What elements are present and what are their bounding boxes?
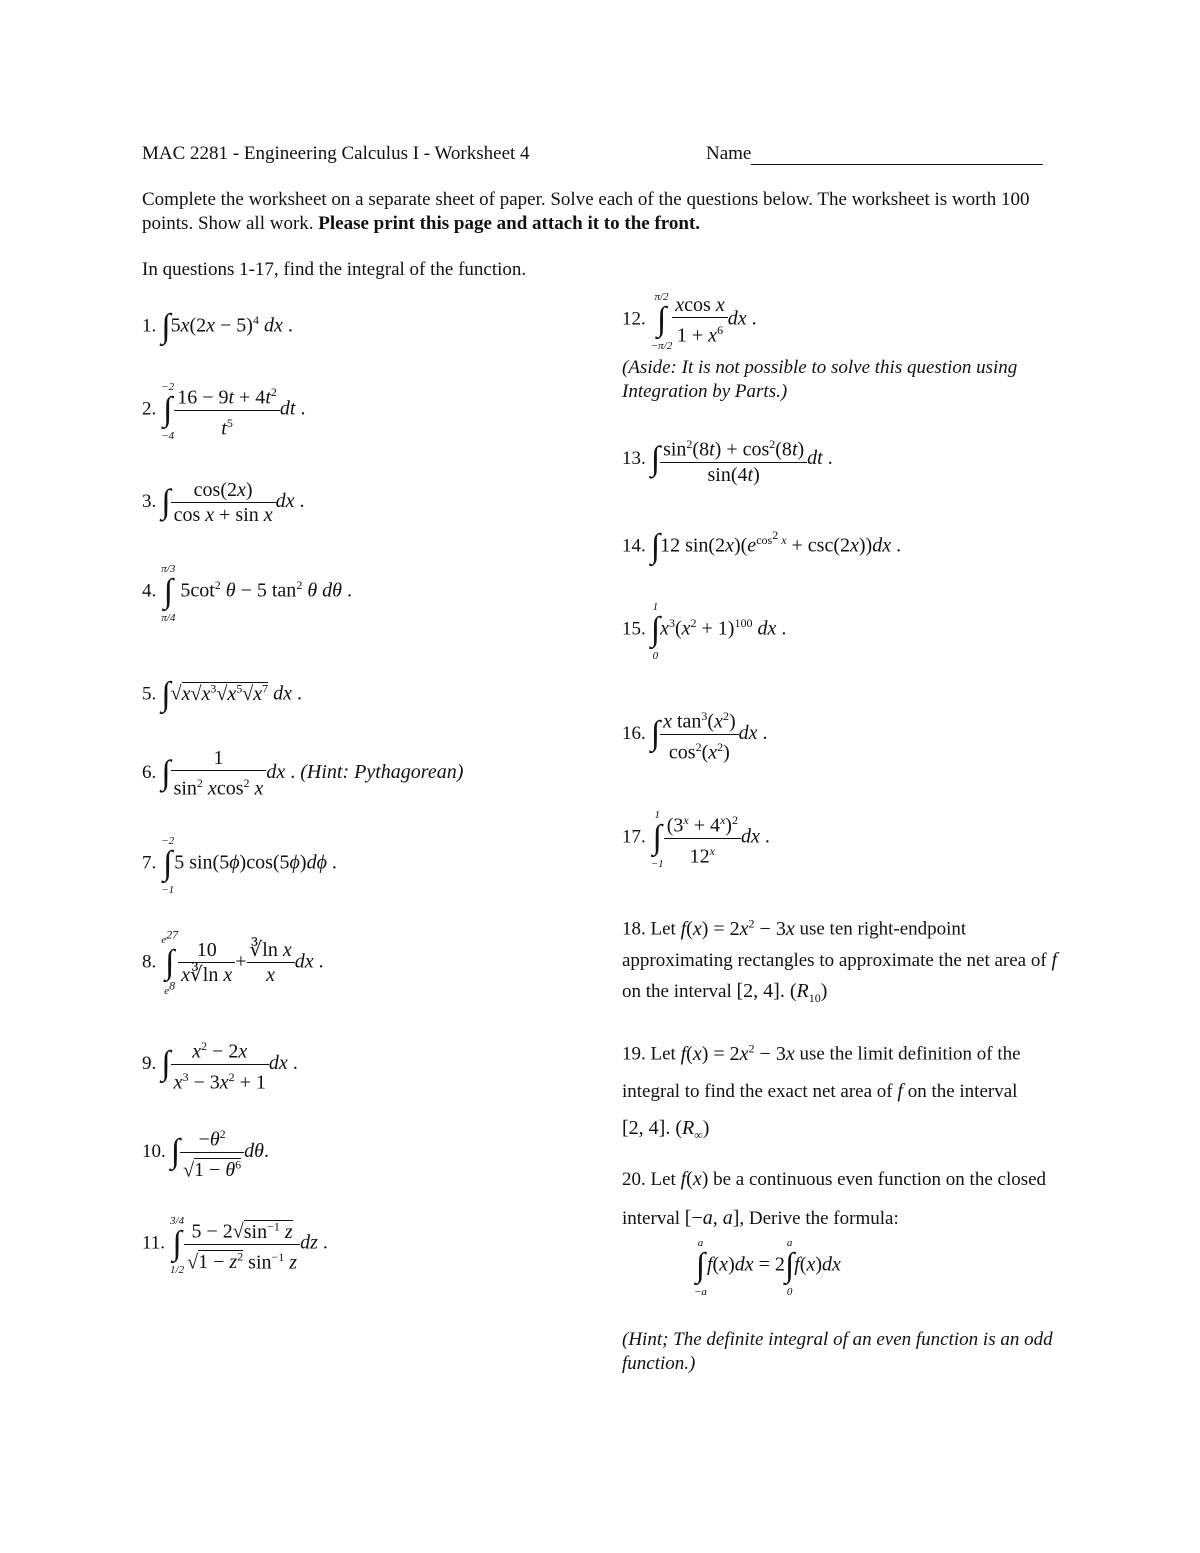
- question-20: 20. Let f(x) be a continuous even function on the closed interval [−a, a], Derive the formula:: [622, 1168, 1047, 1229]
- question-11: 11. 3/4 ∫ 1/2 $\frac{5 - 2√\sin^{-1} z}{√1 - z^2 \sin^{-1} z}$ dz .: [142, 1215, 328, 1276]
- question-7: 7. −2 ∫ −15 sin(5ϕ)cos(5ϕ)dϕ .: [142, 835, 337, 896]
- q20-body: be a continuous even function on the closed interval: [622, 1169, 1047, 1229]
- instruction: In questions 1-17, find the integral of the function.: [142, 259, 527, 280]
- question-13: 13. ∫ $\frac{\sin^2(8t) + \cos^2(8t)}{\sin(4t)}$ dt .: [622, 432, 833, 487]
- q2-number: 2.: [142, 398, 157, 420]
- question-1: 1. $\int 5x(2x - 5)^4$ dx .: [142, 308, 293, 345]
- name-field: [706, 143, 1043, 165]
- question-9: 9. ∫ $\frac{x^2 - 2x}{x^3 - 3x^2 + 1}$ dx .: [142, 1034, 298, 1094]
- question-19: 19. Let $f(x) = 2x^2 - 3x$ use the limit definition of the integral to find the exact net area of f on the interval [2, 4]. $(R_\infty)$: [622, 1041, 1021, 1142]
- intro-text: Complete the worksheet on a separate sheet of paper. Solve each of the questions below. The worksheet is worth 100 points. Show all work.: [142, 189, 1030, 234]
- q13-number: 13.: [622, 447, 646, 469]
- question-17: 17. 1 ∫ −1 $\frac{(3^x + 4^x)^2}{12^x}$ dx .: [622, 809, 770, 870]
- q20-tail: , Derive the formula:: [739, 1208, 899, 1229]
- q15-number: 15.: [622, 618, 646, 640]
- q10-number: 10.: [142, 1140, 166, 1162]
- q9-number: 9.: [142, 1052, 157, 1074]
- q18-lead: 18. Let: [622, 918, 676, 940]
- question-8: 8. $e^{27}$ ∫ $e^8$ $\frac{10}{\text{x∛ln x}}$ + $\frac{\text{∛ln x}}{x}$ dx .: [142, 927, 324, 998]
- question-6: 6. ∫ $\frac{1}{\sin^2 xcos^2 x}$ dx . (Hint: Pythagorean): [142, 747, 464, 800]
- question-4: 4. π/3 ∫ π/4 $5\cot^2$ θ − 5 $\tan^2 \theta$ dθ .: [142, 563, 352, 624]
- q12-aside: (Aside: It is not possible to solve this question using Integration by Parts.): [622, 357, 1018, 402]
- question-10: 10. ∫ $\frac{-\theta^2}{√1 - \theta^6}$ dθ.: [142, 1122, 269, 1182]
- question-15: 15. 1 ∫ $0x^3(x^2 + 1)^{100}$ dx .: [622, 601, 787, 662]
- question-14: 14. ∫12 $\sin(2x)(e^{cos^2 x} + \csc(2x))dx$ .: [622, 528, 902, 566]
- q19-lead: 19. Let: [622, 1043, 676, 1065]
- q3-number: 3.: [142, 491, 157, 513]
- q14-number: 14.: [622, 535, 646, 557]
- q20-hint: (Hint; The definite integral of an even function is an odd function.): [622, 1329, 1053, 1374]
- question-5: 5. $\int√x√x^3√x^5√x^7$ dx .: [142, 676, 302, 713]
- q7-number: 7.: [142, 852, 157, 874]
- name-label: Name: [706, 143, 752, 164]
- q16-number: 16.: [622, 722, 646, 744]
- q11-number: 11.: [142, 1232, 166, 1254]
- q19-body: use the limit definition of the integral to find the exact net area of: [622, 1043, 1021, 1102]
- worksheet-title: MAC 2281 - Engineering Calculus I - Worksheet 4: [142, 143, 530, 164]
- q1-number: 1.: [142, 315, 157, 337]
- question-12: 12. π/2 ∫ −π/2 $\frac{\text{xcos x}}{1 + x^6}$ dx .: [622, 291, 757, 352]
- q17-number: 17.: [622, 826, 646, 848]
- q6-number: 6.: [142, 761, 157, 783]
- question-16: 16. ∫ $\frac{x \tan^3(x^2)}{\cos^2(x^2)}$ dx .: [622, 704, 768, 764]
- intro-paragraph: [142, 188, 1062, 236]
- q6-hint: (Hint: Pythagorean): [300, 760, 464, 783]
- q5-number: 5.: [142, 683, 157, 705]
- q20-formula: a ∫ −af(x)dx = 2a ∫ 0f(x)dx: [694, 1237, 841, 1298]
- q20-lead: 20. Let: [622, 1169, 676, 1190]
- question-18: 18. Let $f(x) = 2x^2 - 3x$ use ten right-endpoint approximating rectangles to approximate the net area of f on the interval [2, 4]. $(R_{10})$: [622, 916, 1058, 1005]
- name-line: [751, 146, 1043, 165]
- q4-number: 4.: [142, 580, 157, 602]
- q8-number: 8.: [142, 951, 157, 973]
- q18-body: use ten right-endpoint approximating rectangles to approximate the net area of: [622, 918, 1047, 971]
- question-3: 3. ∫ $\frac{\cos(2x)}{\text{cos x + sin x}}$ dx .: [142, 479, 305, 526]
- q19-tail: on the interval: [907, 1080, 1018, 1102]
- q18-tail: on the interval: [622, 980, 732, 1002]
- question-2: 2. −2 ∫ −4 $\frac{16 - 9t + 4t^2}{t^5}$ dt .: [142, 381, 306, 442]
- intro-bold: Please print this page and attach it to the front.: [318, 213, 701, 234]
- q12-number: 12.: [622, 308, 646, 330]
